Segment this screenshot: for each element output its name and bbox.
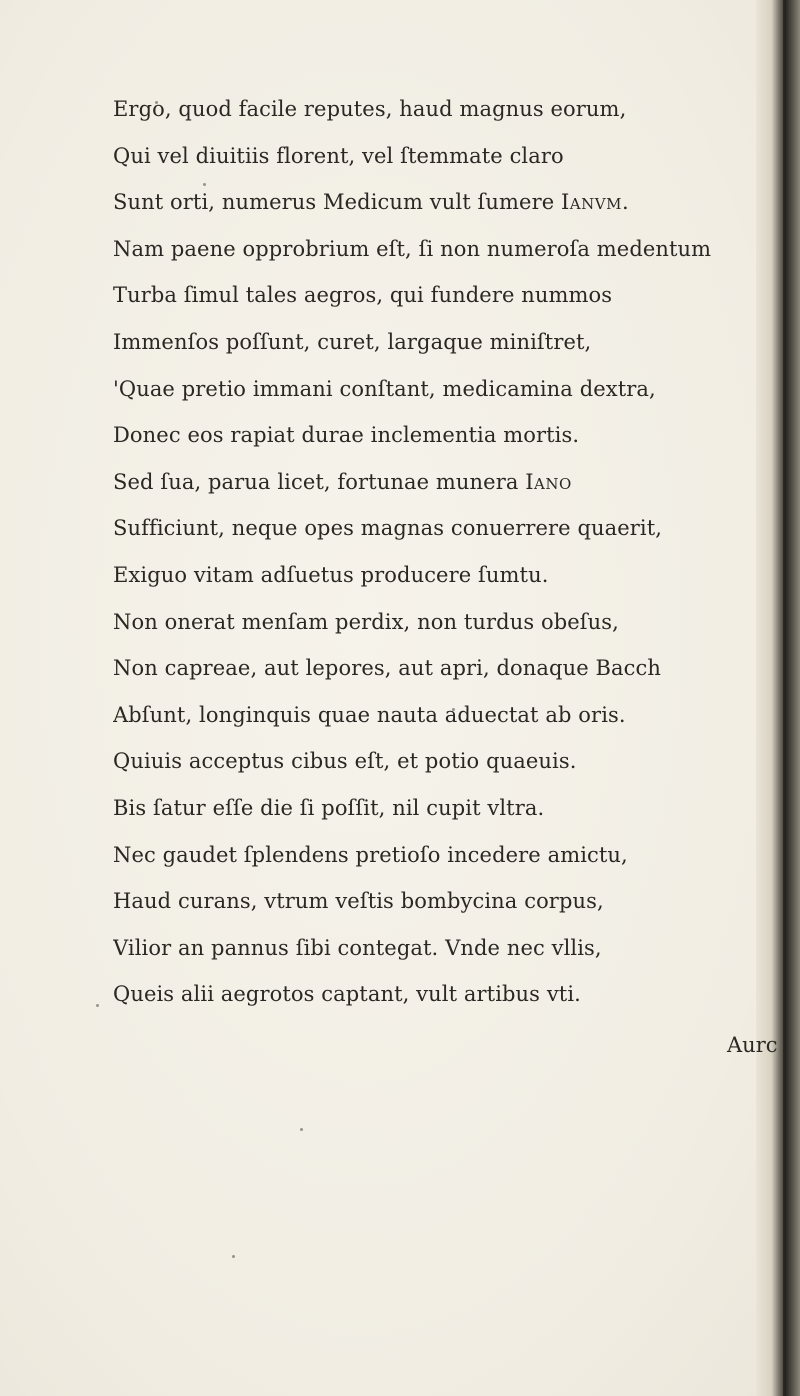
poem-line-4: Nam paene opprobrium eſt, ſi non numeroſa medentum [113,236,712,261]
poem-line-3: Sunt orti, numerus Medicum vult ſumere Ianvm. [113,190,630,215]
poem-line-20: Queis alii aegrotos captant, vult artibus vti. [113,982,581,1007]
poem-text [113,86,773,1018]
poem-line-9: Sed ſua, parua licet, fortunae munera Iano [113,469,572,494]
poem-line-1: Ergo, quod facile reputes, haud magnus eorum, [113,97,627,121]
poem-line-14: Abſunt, longinquis quae nauta aduectat ab oris. [113,702,626,727]
binding-shadow [783,0,786,1396]
poem-line-17: Nec gaudet ſplendens pretioſo incedere amictu, [113,842,628,867]
ink-speck [96,1004,99,1007]
poem-line-10: Sufficiunt, neque opes magnas conuerrere quaerit, [113,516,663,541]
poem-line-7: 'Quae pretio immani conſtant, medicamina dextra, [113,376,656,401]
poem-line-15: Quiuis acceptus cibus eſt, et potio quaeuis. [113,749,577,774]
poem-line-13: Non capreae, aut lepores, aut apri, donaque Bacch [113,656,662,681]
poem-line-16: Bis ſatur eſſe die ſi poſſit, nil cupit vltra. [113,795,545,820]
poem-line-5: Turba ſimul tales aegros, qui fundere nummos [113,283,613,308]
poem-line-19: Vilior an pannus ſibi contegat. Vnde nec vllis, [113,935,602,960]
poem-line-2: Qui vel diuitiis florent, vel ſtemmate claro [113,143,564,168]
small-caps-name: Ianvm. [561,190,630,215]
small-caps-name: Iano [525,469,572,494]
poem-line-11: Exiguo vitam adſuetus producere ſumtu. [113,562,549,587]
ink-speck [300,1128,303,1131]
ink-speck [232,1255,235,1258]
poem-line-12: Non onerat menſam perdix, non turdus obeſus, [113,609,619,634]
poem-line-6: Immenſos poſſunt, curet, largaque miniſtret, [113,329,592,354]
poem-line-8: Donec eos rapiat durae inclementia mortis. [113,423,580,448]
poem-line-18: Haud curans, vtrum veſtis bombycina corpus, [113,889,604,914]
catchword: Aurc [727,1033,778,1057]
